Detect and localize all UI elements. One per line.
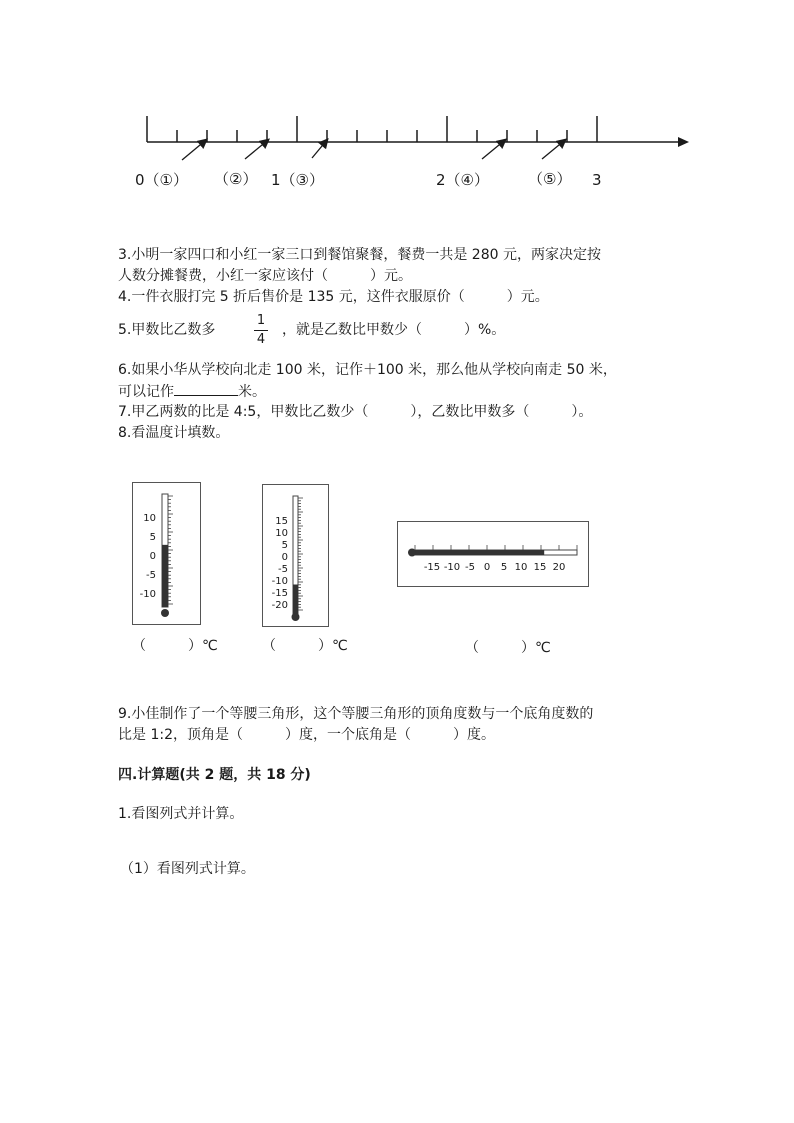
thermometer-1-tick-label: 0: [149, 551, 156, 562]
question-3-line-1: 3.小明一家四口和小红一家三口到餐馆聚餐，餐费一共是 280 元，两家决定按: [118, 247, 601, 263]
thermometer-2-tick-label: 10: [275, 528, 288, 539]
question-3-line-2: 人数分摊餐费，小红一家应该付（ ）元。: [118, 268, 412, 284]
thermometer-3-mercury: [413, 550, 544, 555]
question-6-line-2-prefix: 可以记作: [118, 384, 174, 400]
question-5-fraction: [254, 314, 268, 347]
thermometer-1-tick-label: 5: [149, 532, 156, 543]
thermometer-1-tick-label: 10: [143, 513, 156, 524]
thermometer-2-tick-label: 0: [281, 552, 288, 563]
pointer-arrow-4: [482, 140, 505, 159]
question-6-line-2-suffix: 米。: [238, 384, 266, 400]
thermometer-2-tick-label: -10: [271, 576, 288, 587]
number-line-label-1: 1（③）: [271, 171, 324, 189]
thermometer-1: [132, 482, 202, 627]
number-line-ticks: [147, 116, 597, 142]
question-6-line-1: 6.如果小华从学校向北走 100 米，记作＋100 米，那么他从学校向南走 50 米，: [118, 362, 617, 378]
thermometer-3-tick-label: 0: [483, 562, 491, 573]
number-line-label-3: 3: [592, 171, 602, 189]
answer-blank[interactable]: [174, 381, 238, 396]
thermometer-2-tick-label: -15: [271, 588, 288, 599]
fraction-denominator: 4: [256, 332, 266, 347]
thermometer-2-tick-label: 5: [281, 540, 288, 551]
question-7: 7.甲乙两数的比是 4:5，甲数比乙数少（ ），乙数比甲数多（ ）。: [118, 404, 593, 420]
question-9-line-2: 比是 1:2，顶角是（ ）度，一个底角是（ ）度。: [118, 727, 495, 743]
number-line-label-5: （⑤）: [528, 170, 572, 188]
thermometer-2-bulb: [292, 613, 300, 621]
question-5-suffix: ，就是乙数比甲数少（ ）%。: [282, 322, 506, 338]
thermometer-2-answer[interactable]: （ ）℃: [262, 638, 348, 654]
pointer-arrow-1: [182, 140, 206, 160]
thermometer-1-tick-label: -5: [146, 570, 156, 581]
number-line-arrowhead: [678, 137, 689, 147]
thermometer-2-tick-label: -20: [271, 600, 288, 611]
question-6-line-2: [118, 381, 266, 402]
thermometer-2-mercury: [293, 585, 298, 615]
question-9-line-1: 9.小佳制作了一个等腰三角形，这个等腰三角形的顶角度数与一个底角度数的: [118, 706, 594, 722]
thermometer-3: [397, 521, 592, 589]
calc-question-1-sub-1: （1）看图列式计算。: [120, 861, 255, 877]
question-5-prefix: 5.甲数比乙数多: [118, 322, 216, 338]
thermometer-3-tick-label: -15: [423, 562, 441, 573]
pointer-arrow-2: [245, 140, 268, 159]
pointer-arrow-5: [542, 140, 565, 159]
thermometer-1-tick-label: -10: [139, 589, 156, 600]
number-line-pointer-arrows: [182, 140, 565, 160]
section-4-title: 四.计算题(共 2 题，共 18 分): [118, 767, 311, 783]
thermometer-3-tick-label: -10: [443, 562, 461, 573]
fraction-numerator: 1: [256, 313, 266, 328]
thermometer-3-tick-label: 10: [514, 562, 528, 573]
calc-question-1: 1.看图列式并计算。: [118, 806, 244, 822]
question-8: 8.看温度计填数。: [118, 425, 230, 441]
number-line-label-0: 0（①）: [135, 171, 188, 189]
thermometer-1-mercury: [162, 545, 168, 607]
fraction-bar: [254, 330, 268, 331]
thermometer-3-tick-label: 15: [533, 562, 547, 573]
thermometer-1-answer[interactable]: （ ）℃: [132, 638, 218, 654]
thermometer-2-tick-label: 15: [275, 516, 288, 527]
question-4: 4.一件衣服打完 5 折后售价是 135 元，这件衣服原价（ ）元。: [118, 289, 549, 305]
thermometer-1-bulb: [161, 609, 169, 617]
number-line-figure: [130, 110, 700, 200]
thermometer-3-answer[interactable]: （ ）℃: [465, 640, 551, 656]
thermometer-2-tick-label: -5: [278, 564, 288, 575]
thermometer-2: [262, 484, 332, 629]
number-line-label-4: 2（④）: [436, 171, 489, 189]
thermometer-3-tick-label: 5: [500, 562, 508, 573]
thermometer-3-tick-label: -5: [465, 562, 475, 573]
thermometer-3-tick-label: 20: [552, 562, 566, 573]
number-line-label-2: （②）: [214, 170, 258, 188]
